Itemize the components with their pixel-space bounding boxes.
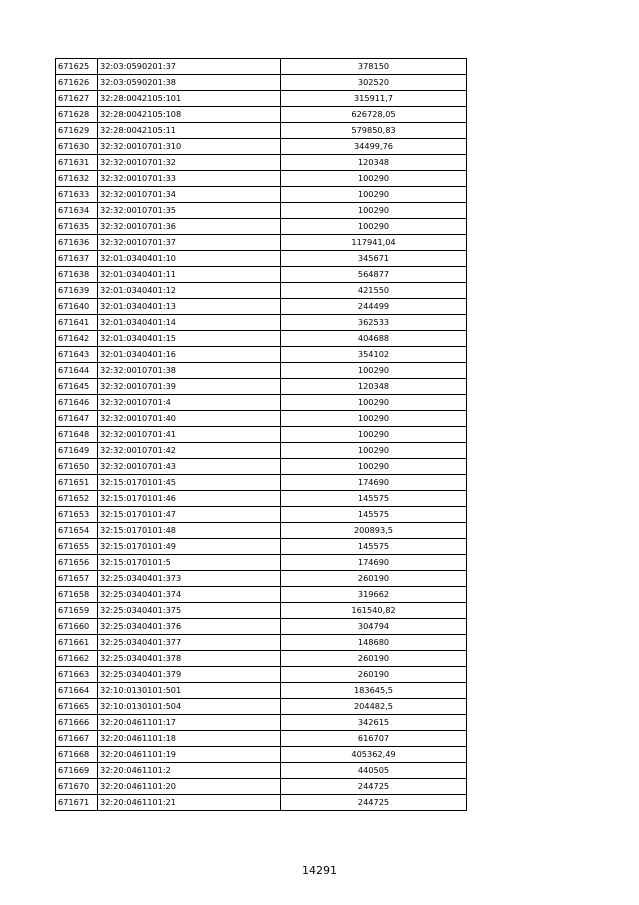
value-cell: 579850,83 (281, 123, 467, 139)
cadastral-number-cell: 32:32:0010701:35 (98, 203, 281, 219)
value-cell: 616707 (281, 731, 467, 747)
cadastral-number-cell: 32:03:0590201:37 (98, 59, 281, 75)
row-id-cell: 671646 (56, 395, 98, 411)
row-id-cell: 671654 (56, 523, 98, 539)
value-cell: 117941,04 (281, 235, 467, 251)
table-row (56, 731, 467, 747)
value-cell: 100290 (281, 395, 467, 411)
row-id-cell: 671644 (56, 363, 98, 379)
row-id-cell: 671641 (56, 315, 98, 331)
cadastral-number-cell: 32:32:0010701:33 (98, 171, 281, 187)
row-id-cell: 671651 (56, 475, 98, 491)
value-cell: 100290 (281, 219, 467, 235)
value-cell: 120348 (281, 155, 467, 171)
row-id-cell: 671650 (56, 459, 98, 475)
table-row (56, 555, 467, 571)
cadastral-number-cell: 32:01:0340401:15 (98, 331, 281, 347)
table-row (56, 235, 467, 251)
table-row (56, 395, 467, 411)
cadastral-number-cell: 32:15:0170101:5 (98, 555, 281, 571)
cadastral-number-cell: 32:01:0340401:14 (98, 315, 281, 331)
value-cell: 626728,05 (281, 107, 467, 123)
cadastral-number-cell: 32:25:0340401:379 (98, 667, 281, 683)
table-row (56, 283, 467, 299)
table-row (56, 171, 467, 187)
cadastral-number-cell: 32:20:0461101:19 (98, 747, 281, 763)
row-id-cell: 671661 (56, 635, 98, 651)
row-id-cell: 671671 (56, 795, 98, 811)
table-row (56, 667, 467, 683)
table-row (56, 123, 467, 139)
value-cell: 244725 (281, 795, 467, 811)
row-id-cell: 671642 (56, 331, 98, 347)
table-row (56, 699, 467, 715)
cadastral-number-cell: 32:32:0010701:40 (98, 411, 281, 427)
table-row (56, 603, 467, 619)
cadastral-number-cell: 32:32:0010701:36 (98, 219, 281, 235)
row-id-cell: 671626 (56, 75, 98, 91)
row-id-cell: 671658 (56, 587, 98, 603)
row-id-cell: 671637 (56, 251, 98, 267)
value-cell: 200893,5 (281, 523, 467, 539)
cadastral-number-cell: 32:03:0590201:38 (98, 75, 281, 91)
table-row (56, 75, 467, 91)
cadastral-number-cell: 32:32:0010701:310 (98, 139, 281, 155)
row-id-cell: 671657 (56, 571, 98, 587)
value-cell: 120348 (281, 379, 467, 395)
cadastral-number-cell: 32:32:0010701:4 (98, 395, 281, 411)
row-id-cell: 671649 (56, 443, 98, 459)
value-cell: 244725 (281, 779, 467, 795)
value-cell: 100290 (281, 459, 467, 475)
row-id-cell: 671640 (56, 299, 98, 315)
value-cell: 302520 (281, 75, 467, 91)
row-id-cell: 671627 (56, 91, 98, 107)
cadastral-number-cell: 32:20:0461101:2 (98, 763, 281, 779)
cadastral-number-cell: 32:32:0010701:38 (98, 363, 281, 379)
cadastral-number-cell: 32:25:0340401:375 (98, 603, 281, 619)
value-cell: 354102 (281, 347, 467, 363)
cadastral-number-cell: 32:01:0340401:10 (98, 251, 281, 267)
cadastral-number-cell: 32:32:0010701:34 (98, 187, 281, 203)
table-body (56, 59, 467, 811)
table-row (56, 459, 467, 475)
table-row (56, 267, 467, 283)
value-cell: 145575 (281, 491, 467, 507)
cadastral-number-cell: 32:01:0340401:11 (98, 267, 281, 283)
value-cell: 100290 (281, 411, 467, 427)
row-id-cell: 671629 (56, 123, 98, 139)
row-id-cell: 671667 (56, 731, 98, 747)
table-row (56, 523, 467, 539)
cadastral-number-cell: 32:32:0010701:37 (98, 235, 281, 251)
cadastral-number-cell: 32:28:0042105:101 (98, 91, 281, 107)
table-row (56, 411, 467, 427)
cadastral-number-cell: 32:25:0340401:377 (98, 635, 281, 651)
table-row (56, 475, 467, 491)
cadastral-number-cell: 32:10:0130101:504 (98, 699, 281, 715)
value-cell: 421550 (281, 283, 467, 299)
value-cell: 100290 (281, 187, 467, 203)
value-cell: 174690 (281, 555, 467, 571)
value-cell: 564877 (281, 267, 467, 283)
value-cell: 315911,7 (281, 91, 467, 107)
cadastral-number-cell: 32:25:0340401:373 (98, 571, 281, 587)
value-cell: 100290 (281, 427, 467, 443)
value-cell: 260190 (281, 571, 467, 587)
cadastral-number-cell: 32:20:0461101:18 (98, 731, 281, 747)
cadastral-number-cell: 32:32:0010701:32 (98, 155, 281, 171)
table-row (56, 219, 467, 235)
table-row (56, 363, 467, 379)
row-id-cell: 671662 (56, 651, 98, 667)
row-id-cell: 671664 (56, 683, 98, 699)
table-row (56, 619, 467, 635)
row-id-cell: 671652 (56, 491, 98, 507)
table-row (56, 443, 467, 459)
table-row (56, 315, 467, 331)
cadastral-number-cell: 32:20:0461101:17 (98, 715, 281, 731)
cadastral-number-cell: 32:28:0042105:108 (98, 107, 281, 123)
row-id-cell: 671625 (56, 59, 98, 75)
row-id-cell: 671639 (56, 283, 98, 299)
row-id-cell: 671635 (56, 219, 98, 235)
cadastral-number-cell: 32:32:0010701:41 (98, 427, 281, 443)
row-id-cell: 671655 (56, 539, 98, 555)
row-id-cell: 671665 (56, 699, 98, 715)
value-cell: 405362,49 (281, 747, 467, 763)
row-id-cell: 671670 (56, 779, 98, 795)
row-id-cell: 671632 (56, 171, 98, 187)
cadastral-value-table (55, 58, 467, 811)
row-id-cell: 671648 (56, 427, 98, 443)
cadastral-number-cell: 32:01:0340401:16 (98, 347, 281, 363)
table-row (56, 59, 467, 75)
cadastral-number-cell: 32:01:0340401:13 (98, 299, 281, 315)
cadastral-number-cell: 32:15:0170101:45 (98, 475, 281, 491)
table-row (56, 299, 467, 315)
value-cell: 204482,5 (281, 699, 467, 715)
table-row (56, 91, 467, 107)
value-cell: 183645,5 (281, 683, 467, 699)
row-id-cell: 671663 (56, 667, 98, 683)
value-cell: 404688 (281, 331, 467, 347)
cadastral-number-cell: 32:25:0340401:376 (98, 619, 281, 635)
table-row (56, 347, 467, 363)
value-cell: 100290 (281, 203, 467, 219)
table-row (56, 491, 467, 507)
cadastral-number-cell: 32:28:0042105:11 (98, 123, 281, 139)
table-row (56, 203, 467, 219)
value-cell: 100290 (281, 171, 467, 187)
value-cell: 100290 (281, 363, 467, 379)
row-id-cell: 671645 (56, 379, 98, 395)
row-id-cell: 671633 (56, 187, 98, 203)
table-row (56, 571, 467, 587)
value-cell: 378150 (281, 59, 467, 75)
cadastral-number-cell: 32:32:0010701:43 (98, 459, 281, 475)
cadastral-number-cell: 32:32:0010701:42 (98, 443, 281, 459)
value-cell: 145575 (281, 539, 467, 555)
row-id-cell: 671669 (56, 763, 98, 779)
row-id-cell: 671668 (56, 747, 98, 763)
table-row (56, 795, 467, 811)
value-cell: 145575 (281, 507, 467, 523)
table-row (56, 683, 467, 699)
row-id-cell: 671659 (56, 603, 98, 619)
table-row (56, 107, 467, 123)
table-row (56, 379, 467, 395)
row-id-cell: 671660 (56, 619, 98, 635)
table-row (56, 155, 467, 171)
cadastral-number-cell: 32:20:0461101:21 (98, 795, 281, 811)
table-row (56, 539, 467, 555)
row-id-cell: 671643 (56, 347, 98, 363)
value-cell: 100290 (281, 443, 467, 459)
row-id-cell: 671647 (56, 411, 98, 427)
table-row (56, 635, 467, 651)
row-id-cell: 671634 (56, 203, 98, 219)
value-cell: 260190 (281, 667, 467, 683)
cadastral-number-cell: 32:01:0340401:12 (98, 283, 281, 299)
value-cell: 148680 (281, 635, 467, 651)
row-id-cell: 671631 (56, 155, 98, 171)
cadastral-number-cell: 32:25:0340401:378 (98, 651, 281, 667)
value-cell: 174690 (281, 475, 467, 491)
row-id-cell: 671630 (56, 139, 98, 155)
table-row (56, 507, 467, 523)
table-row (56, 139, 467, 155)
row-id-cell: 671628 (56, 107, 98, 123)
row-id-cell: 671638 (56, 267, 98, 283)
table-row (56, 587, 467, 603)
value-cell: 260190 (281, 651, 467, 667)
value-cell: 244499 (281, 299, 467, 315)
value-cell: 34499,76 (281, 139, 467, 155)
table-row (56, 427, 467, 443)
table-row (56, 747, 467, 763)
cadastral-number-cell: 32:10:0130101:501 (98, 683, 281, 699)
row-id-cell: 671636 (56, 235, 98, 251)
table-row (56, 331, 467, 347)
value-cell: 440505 (281, 763, 467, 779)
cadastral-number-cell: 32:15:0170101:49 (98, 539, 281, 555)
cadastral-number-cell: 32:15:0170101:46 (98, 491, 281, 507)
table-row (56, 763, 467, 779)
table-row (56, 715, 467, 731)
cadastral-number-cell: 32:15:0170101:47 (98, 507, 281, 523)
cadastral-number-cell: 32:20:0461101:20 (98, 779, 281, 795)
page-number: 14291 (302, 864, 337, 877)
cadastral-number-cell: 32:15:0170101:48 (98, 523, 281, 539)
row-id-cell: 671653 (56, 507, 98, 523)
value-cell: 342615 (281, 715, 467, 731)
cadastral-number-cell: 32:25:0340401:374 (98, 587, 281, 603)
row-id-cell: 671666 (56, 715, 98, 731)
table-row (56, 779, 467, 795)
table-row (56, 251, 467, 267)
value-cell: 161540,82 (281, 603, 467, 619)
cadastral-number-cell: 32:32:0010701:39 (98, 379, 281, 395)
value-cell: 345671 (281, 251, 467, 267)
value-cell: 319662 (281, 587, 467, 603)
table-row (56, 187, 467, 203)
value-cell: 362533 (281, 315, 467, 331)
table-row (56, 651, 467, 667)
value-cell: 304794 (281, 619, 467, 635)
row-id-cell: 671656 (56, 555, 98, 571)
